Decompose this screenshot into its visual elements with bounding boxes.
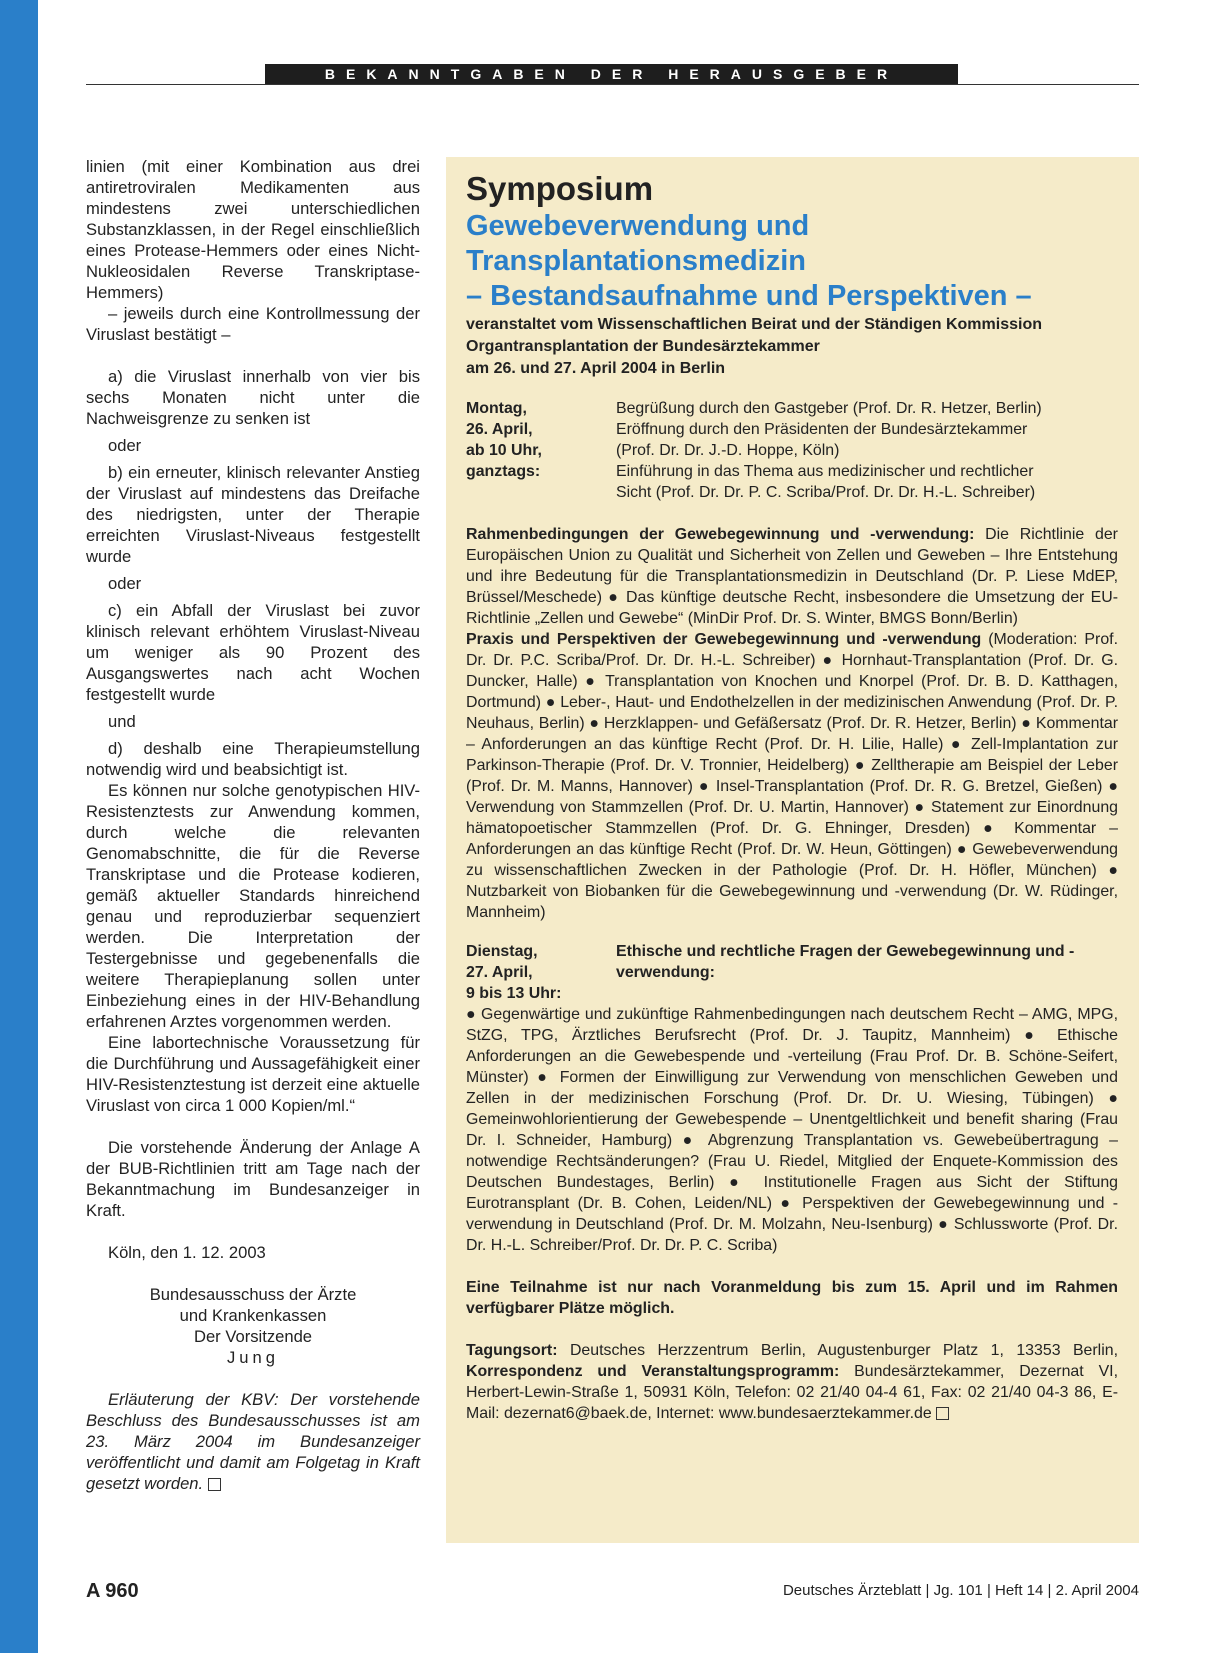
item-c: c) ein Abfall der Viruslast bei zuvor klinisch relevant erhöhtem Viruslast-Niveau um weniger als 90 Prozent des Ausgangswertes nach acht Wochen festgestellt wurde bbox=[86, 601, 420, 704]
item-a: a) die Viruslast innerhalb von vier bis sechs Monaten nicht unter die Nachweisgrenze zu senken ist bbox=[86, 367, 420, 428]
paragraph: linien (mit einer Kombination aus drei antiretroviralen Medikamenten aus mindestens zwei unterschiedlichen Substanzklassen, in der Regel einschließlich eines Protease-Hemmers oder eines Nicht-Nukleosidalen Reverse Transkriptase-Hemmers) bbox=[86, 157, 420, 302]
header-rule bbox=[86, 84, 1139, 85]
signature-name: Jung bbox=[227, 1348, 279, 1367]
item-d: d) deshalb eine Therapieumstellung notwendig wird und beabsichtigt ist. bbox=[86, 739, 420, 779]
organizer-line: am 26. und 27. April 2004 in Berlin bbox=[466, 360, 726, 377]
paragraph: Die vorstehende Änderung der Anlage A der BUB-Richtlinien tritt am Tage nach der Bekanntmachung im Bundesanzeiger in Kraft. bbox=[86, 1138, 420, 1220]
day2-program: ● Gegenwärtige und zukünftige Rahmenbedingungen nach deutschem Recht – AMG, MPG, StZG, TPG, Ärztliches Berufsrecht (Prof. Dr. J. Taupitz, Mannheim) ● Ethische Anforderungen an die Gewebespende und -verteilung (Frau Prof. Dr. B. Schöne-Seifert, Münster) ● Formen der Einwilligung zur Verwendung von menschlichen Geweben und Zellen in der medizinischen Forschung (Prof. Dr. Dr. U. Wiesing, Tübingen) ● Gemeinwohlorientierung der Gewebespende – Unentgeltlichkeit und benefit sharing (Frau Dr. I. Schneider, Hamburg) ● Abgrenzung Transplantation vs. Gewebeübertragung – notwendige Rechtsänderungen? (Frau U. Riedel, Mitglied der Enquete-Kommission des Deutschen Bundestages, Berlin) ● Institutionelle Fragen aus Sicht der Stiftung Eurotransplant (Dr. B. Cohen, Leiden/NL) ● Perspektiven der Gewebegewinnung und -verwendung in Deutschland (Prof. Dr. M. Molzahn, Neu-Isenburg) ● Schlussworte (Prof. Dr. Dr. H.-L. Schreiber/Prof. Dr. Dr. P. C. Scriba) bbox=[466, 1006, 1118, 1254]
signature-line: Der Vorsitzende bbox=[193, 1327, 313, 1346]
symposium-subtitle: Gewebeverwendung und bbox=[466, 210, 810, 242]
item-b: b) ein erneuter, klinisch relevanter Anstieg der Viruslast auf mindestens das Dreifache des niedrigsten, unter der Therapie erreichten Viruslast-Niveaus festgestellt wurde bbox=[86, 463, 420, 566]
connector-oder: oder bbox=[108, 436, 142, 455]
date-line: Köln, den 1. 12. 2003 bbox=[108, 1243, 266, 1262]
venue-info: Tagungsort: Deutsches Herzzentrum Berlin, Augustenburger Platz 1, 13353 Berlin, Korrespondenz und Veranstaltungsprogramm: Bundesärztekammer, Dezernat VI, Herbert-Lewin-Straße 1, 50931 Köln, Telefon: 02 21/40 04-4 61, Fax: 02 21/40 04-3 86, E-Mail: dezernat6@baek.de, Internet: www.bundesaerztekammer.de bbox=[466, 1342, 1118, 1422]
symposium-box bbox=[446, 157, 1139, 1543]
day1-block bbox=[466, 398, 1118, 503]
section-header: BEKANNTGABEN DER HERAUSGEBER bbox=[265, 64, 958, 85]
journal-info: Deutsches Ärzteblatt | Jg. 101 | Heft 14 | 2. April 2004 bbox=[782, 1582, 1139, 1599]
end-square-icon bbox=[936, 1407, 949, 1420]
signature-line: Bundesausschuss der Ärzte bbox=[149, 1285, 357, 1304]
blue-sidebar bbox=[0, 0, 38, 1653]
rahmen-paragraph: Rahmenbedingungen der Gewebegewinnung und -verwendung: Die Richtlinie der Europäischen Union zu Qualität und Sicherheit von Zellen und Geweben – Ihre Entstehung und ihre Bedeutung für die Transplantationsmedizin in Deutschland (Dr. P. Liese MdEP, Brüssel/Meschede) ● Das künftige deutsche Recht, insbesondere die Umsetzung der EU-Richtlinie „Zellen und Gewebe“ (MinDir Prof. Dr. S. Winter, BMGS Bonn/Berlin) bbox=[466, 526, 1118, 627]
day2-heading: Ethische und rechtliche Fragen der Gewebegewinnung und -verwendung: bbox=[616, 943, 1075, 981]
symposium-subtitle: Transplantationsmedizin bbox=[466, 245, 806, 277]
organizer-line: veranstaltet vom Wissenschaftlichen Beirat und der Ständigen Kommission bbox=[466, 316, 1042, 333]
symposium-subtitle: – Bestandsaufnahme und Perspektiven – bbox=[466, 280, 1032, 312]
left-column bbox=[86, 156, 420, 1494]
day1-label: Montag, 26. April, ab 10 Uhr, ganztags: bbox=[466, 400, 542, 480]
organizer-line: Organtransplantation der Bundesärztekammer bbox=[466, 338, 820, 355]
symposium-title: Symposium bbox=[466, 170, 654, 207]
connector-oder: oder bbox=[108, 574, 142, 593]
paragraph: Eine labortechnische Voraussetzung für die Durchführung und Aussagefähigkeit einer HIV-Resistenztestung ist derzeit eine aktuelle Viruslast von circa 1 000 Kopien/ml.“ bbox=[86, 1033, 420, 1115]
paragraph: – jeweils durch eine Kontrollmessung der Viruslast bestätigt – bbox=[86, 304, 420, 344]
paragraph: Es können nur solche genotypischen HIV-Resistenztests zur Anwendung kommen, durch welche die relevanten Genomabschnitte, die für die Reverse Transkriptase und die Protease kodieren, gemäß aktueller Standards hinreichend genau und reproduzierbar sequenziert werden. Die Interpretation der Testergebnisse und gegebenenfalls die weitere Therapieplanung sollen unter Einbeziehung eines in der HIV-Behandlung erfahrenen Arztes vorgenommen werden. bbox=[86, 781, 420, 1031]
kbv-note: Erläuterung der KBV: Der vorstehende Beschluss des Bundesausschusses ist am 23. März 2004 im Bundesanzeiger veröffentlicht und damit am Folgetag in Kraft gesetzt worden. bbox=[86, 1390, 420, 1493]
praxis-paragraph: Praxis und Perspektiven der Gewebegewinnung und -verwendung (Moderation: Prof. Dr. Dr. P.C. Scriba/Prof. Dr. Dr. H.-L. Schreiber) ● Hornhaut-Transplantation (Prof. Dr. G. Duncker, Halle) ● Transplantation von Knochen und Knorpel (Prof. Dr. B. D. Katthagen, Dortmund) ● Leber-, Haut- und Endothelzellen in der medizinischen Anwendung (Prof. Dr. P. Neuhaus, Berlin) ● Herzklappen- und Gefäßersatz (Prof. Dr. R. Hetzer, Berlin) ● Kommentar – Anforderungen an das künftige Recht (Prof. Dr. H. Lilie, Halle) ● Zell-Implantation zur Parkinson-Therapie (Prof. Dr. V. Tronnier, Heidelberg) ● Zelltherapie am Beispiel der Leber (Prof. Dr. M. Manns, Hannover) ● Insel-Transplantation (Prof. Dr. R. G. Bretzel, Gießen) ● Verwendung von Stammzellen (Prof. Dr. U. Martin, Hannover) ● Statement zur Einordnung hämatopoetischer Stammzellen (Prof. Dr. G. Ehninger, Dresden) ● Kommentar – Anforderungen an das künftige Recht (Prof. Dr. W. Heun, Göttingen) ● Gewebeverwendung zu wissenschaftlichen Zwecken in der Pathologie (Prof. Dr. H. Höfler, München) ● Nutzbarkeit von Biobanken für die Gewebegewinnung und -verwendung (Dr. W. Rüdinger, Mannheim) bbox=[466, 631, 1118, 921]
registration-note: Eine Teilnahme ist nur nach Voranmeldung bis zum 15. April und im Rahmen verfügbarer Plätze möglich. bbox=[466, 1279, 1118, 1317]
signature-line: und Krankenkassen bbox=[179, 1306, 327, 1325]
day2-block bbox=[466, 941, 1118, 1004]
connector-und: und bbox=[108, 712, 136, 731]
day2-label: Dienstag, 27. April, 9 bis 13 Uhr: bbox=[466, 943, 562, 1002]
page-number: A 960 bbox=[86, 1580, 139, 1602]
end-square-icon bbox=[208, 1478, 221, 1491]
day1-program: Begrüßung durch den Gastgeber (Prof. Dr. R. Hetzer, Berlin) Eröffnung durch den Präsidenten der Bundesärztekammer (Prof. Dr. Dr. J.-D. Hoppe, Köln) Einführung in das Thema aus medizinischer und rechtlicher Sicht (Prof. Dr. Dr. P. C. Scriba/Prof. Dr. Dr. H.-L. Schreiber) bbox=[616, 400, 1042, 501]
